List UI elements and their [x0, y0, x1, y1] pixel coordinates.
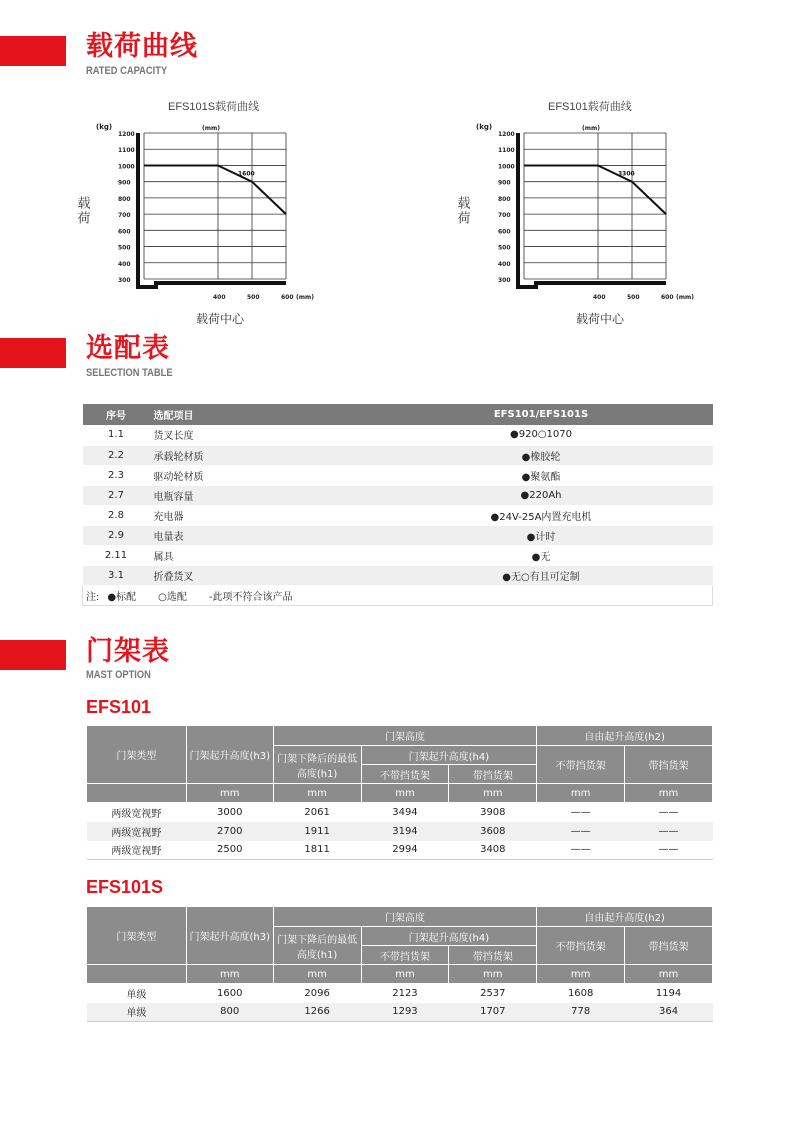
legend-item: ○选配 [158, 591, 187, 603]
row-index: 2.7 [83, 485, 150, 505]
row-value: ●橡胶轮 [370, 445, 713, 465]
header-row [87, 726, 713, 746]
table-row [87, 841, 713, 860]
col-header-free-lift: 自由起升高度(h2) [537, 907, 713, 927]
unit-label: mm [361, 784, 449, 803]
y-axis-title: 载荷 [454, 196, 470, 226]
table-cell: 1608 [567, 987, 594, 999]
y-tick-label: 400 [498, 260, 511, 268]
row-index: 3.1 [83, 565, 150, 585]
col-header-h3: 门架起升高度(h3) [186, 726, 273, 784]
legend-item: ●标配 [107, 591, 137, 603]
section-title-capacity: 载荷曲线 [86, 31, 198, 62]
model-title-efs101: EFS101 [86, 697, 152, 717]
row-index: 2.2 [83, 445, 150, 465]
table-row [87, 822, 713, 841]
mast-table-efs101s [86, 906, 713, 1022]
table-cell: 1707 [449, 1003, 537, 1022]
table-row [83, 545, 713, 565]
y-unit-label: (kg) [476, 123, 493, 131]
col-header-mast-type: 门架类型 [87, 726, 187, 784]
y-tick-label: 500 [118, 244, 131, 252]
unit-label: mm [625, 784, 713, 803]
table-cell: 1911 [273, 822, 361, 841]
y-tick-label: 1000 [118, 163, 135, 171]
row-index: 1.1 [83, 425, 150, 445]
col-header-h4-guard: 带挡货架 [449, 946, 537, 965]
table-cell: 2500 [186, 841, 273, 860]
section-marker [0, 36, 66, 66]
chart-svg [74, 98, 380, 338]
table-cell: —— [537, 841, 625, 860]
data-line-series [144, 165, 286, 214]
y-unit-label: (kg) [96, 123, 113, 131]
col-header-h1: 门架下降后的最低高度(h1) [273, 746, 361, 784]
table-cell: 364 [625, 1003, 713, 1022]
table-cell: 2994 [361, 841, 449, 860]
table-cell: —— [658, 806, 679, 818]
y-tick-label: 400 [118, 260, 131, 268]
model-title-efs101s: EFS101S [86, 877, 164, 897]
row-index: 2.11 [83, 545, 150, 565]
col-header-h4-no-guard: 不带挡货架 [361, 765, 449, 784]
row-item: 承载轮材质 [150, 445, 370, 465]
y-tick-label: 700 [118, 212, 131, 220]
row-index: 2.9 [83, 525, 150, 545]
axis-bracket [138, 133, 286, 287]
y-tick-label: 900 [118, 179, 131, 187]
y-tick-label: 1200 [118, 131, 135, 138]
data-annotation: 1600 [238, 170, 255, 178]
x-unit-label: (mm) [676, 294, 694, 301]
x-tick-label: 600 [281, 294, 294, 301]
col-header-item: 选配项目 [150, 404, 370, 425]
table-row [87, 1003, 713, 1022]
x-axis-title: 载荷中心 [196, 312, 245, 326]
table-row [83, 425, 713, 445]
legend-row [83, 585, 713, 605]
legend-item: -此项不符合该产品 [208, 591, 293, 603]
col-header-model: EFS101/EFS101S [370, 404, 713, 425]
mast-table-efs101 [86, 725, 713, 860]
table-cell: 两级宽视野 [87, 841, 187, 860]
row-item: 充电器 [150, 505, 370, 525]
y-tick-label: 600 [498, 228, 511, 236]
row-item: 折叠货叉 [150, 565, 370, 585]
x-tick-label: 500 [247, 294, 260, 301]
unit-label: mm [273, 965, 361, 984]
table-row [87, 984, 713, 1003]
row-value: ●无 [370, 545, 713, 565]
table-cell: 3408 [449, 841, 537, 860]
unit-label: mm [449, 965, 537, 984]
table-cell: 778 [537, 1003, 625, 1022]
row-value: ●计时 [370, 525, 713, 545]
col-header-h4-no-guard: 不带挡货架 [361, 946, 449, 965]
row-value: ●24V-25A内置充电机 [370, 505, 713, 525]
col-header-mast-height: 门架高度 [273, 907, 537, 927]
section-subtitle-mast: MAST OPTION [86, 669, 151, 681]
col-header-h1: 门架下降后的最低高度(h1) [273, 927, 361, 965]
table-cell: —— [625, 841, 713, 860]
row-item: 货叉长度 [150, 425, 370, 445]
axis-bracket [518, 133, 666, 287]
y-tick-label: 800 [118, 195, 131, 203]
load-chart-efs101 [454, 98, 760, 338]
x-unit-top-label: (mm) [582, 125, 600, 132]
x-tick-label: 400 [213, 294, 226, 301]
table-cell: 3194 [361, 822, 449, 841]
table-cell: 两级宽视野 [111, 808, 162, 820]
table-cell: 2061 [304, 806, 330, 818]
data-line-series [524, 165, 666, 214]
chart-title: EFS101S载荷曲线 [168, 101, 260, 113]
header-row [87, 907, 713, 927]
table-cell: 2537 [480, 987, 506, 999]
col-header-guard: 带挡货架 [625, 927, 713, 965]
table-row [83, 465, 713, 485]
y-tick-label: 600 [118, 228, 131, 236]
section-title-mast: 门架表 [86, 636, 170, 667]
col-header-h4-guard: 带挡货架 [449, 765, 537, 784]
unit-label: mm [273, 784, 361, 803]
row-item: 驱动轮材质 [150, 465, 370, 485]
table-row [83, 445, 713, 465]
y-tick-label: 300 [498, 277, 511, 284]
x-tick-label: 600 [661, 294, 674, 301]
header-row [87, 784, 713, 803]
x-unit-top-label: (mm) [202, 125, 220, 132]
row-index: 2.8 [83, 505, 150, 525]
col-header-h4: 门架起升高度(h4) [361, 927, 537, 946]
table-cell: —— [537, 822, 625, 841]
chart-title: EFS101载荷曲线 [548, 101, 632, 113]
table-row [83, 505, 713, 525]
header-row [87, 965, 713, 984]
table-cell: 1194 [655, 987, 682, 999]
table-cell: 单级 [87, 1003, 187, 1022]
row-value: ●无○有且可定制 [370, 565, 713, 585]
table-cell: 1266 [273, 1003, 361, 1022]
unit-spacer [87, 784, 187, 803]
section-subtitle-selection: SELECTION TABLE [86, 367, 173, 379]
table-row [83, 485, 713, 505]
unit-label: mm [537, 784, 625, 803]
y-tick-label: 500 [498, 244, 511, 252]
col-header-mast-type: 门架类型 [87, 907, 187, 965]
x-tick-label: 500 [627, 294, 640, 301]
col-header-no-guard: 不带挡货架 [537, 927, 625, 965]
col-header-h4: 门架起升高度(h4) [361, 746, 537, 765]
col-header-free-lift: 自由起升高度(h2) [537, 726, 713, 746]
y-tick-label: 700 [498, 212, 511, 220]
row-index: 2.3 [83, 465, 150, 485]
table-cell: —— [625, 822, 713, 841]
table-cell: 2700 [186, 822, 273, 841]
table-cell: 1811 [273, 841, 361, 860]
table-cell: 2096 [304, 987, 330, 999]
col-header-mast-height: 门架高度 [273, 726, 537, 746]
section-marker [0, 640, 66, 670]
y-tick-label: 800 [498, 195, 511, 203]
unit-label: mm [186, 784, 273, 803]
section-title-selection: 选配表 [86, 333, 170, 364]
row-value: ●聚氨酯 [370, 465, 713, 485]
x-tick-label: 400 [593, 294, 606, 301]
row-value: ●220Ah [370, 485, 713, 505]
y-tick-label: 1000 [498, 163, 515, 171]
table-cell: —— [570, 806, 591, 818]
section-marker [0, 338, 66, 368]
y-tick-label: 900 [498, 179, 511, 187]
table-cell: 1293 [361, 1003, 449, 1022]
table-cell: 两级宽视野 [87, 822, 187, 841]
unit-label: mm [186, 965, 273, 984]
col-header-no-guard: 不带挡货架 [537, 746, 625, 784]
selection-table [82, 404, 713, 606]
y-tick-label: 300 [118, 277, 131, 284]
unit-label: mm [361, 965, 449, 984]
unit-label: mm [449, 784, 537, 803]
unit-label: mm [537, 965, 625, 984]
chart-svg [454, 98, 760, 338]
table-cell: 2123 [392, 987, 418, 999]
x-axis-title: 载荷中心 [576, 312, 625, 326]
col-header-index: 序号 [83, 404, 150, 425]
unit-label: mm [625, 965, 713, 984]
row-item: 属具 [150, 545, 370, 565]
table-row [83, 565, 713, 585]
x-unit-label: (mm) [296, 294, 314, 301]
y-axis-title: 载荷 [74, 196, 90, 226]
table-cell: 3000 [217, 806, 243, 818]
table-row [83, 525, 713, 545]
legend-item: 注: [86, 591, 100, 603]
table-cell: 3608 [449, 822, 537, 841]
y-tick-label: 1200 [498, 131, 515, 138]
col-header-h3: 门架起升高度(h3) [186, 907, 273, 965]
unit-spacer [87, 965, 187, 984]
table-cell: 800 [186, 1003, 273, 1022]
y-tick-label: 1100 [118, 147, 135, 155]
row-item: 电量表 [150, 525, 370, 545]
table-cell: 3908 [480, 806, 506, 818]
col-header-guard: 带挡货架 [625, 746, 713, 784]
row-item: 电瓶容量 [150, 485, 370, 505]
table-cell: 单级 [126, 989, 147, 1001]
table-cell: 3494 [392, 806, 418, 818]
table-cell: 1600 [217, 987, 243, 999]
data-annotation: 3300 [618, 170, 635, 178]
load-chart-efs101s [74, 98, 380, 338]
y-tick-label: 1100 [498, 147, 515, 155]
table-row [87, 803, 713, 822]
legend-note [83, 585, 713, 605]
row-value: ●920○1070 [370, 425, 713, 445]
section-subtitle-capacity: RATED CAPACITY [86, 65, 168, 77]
